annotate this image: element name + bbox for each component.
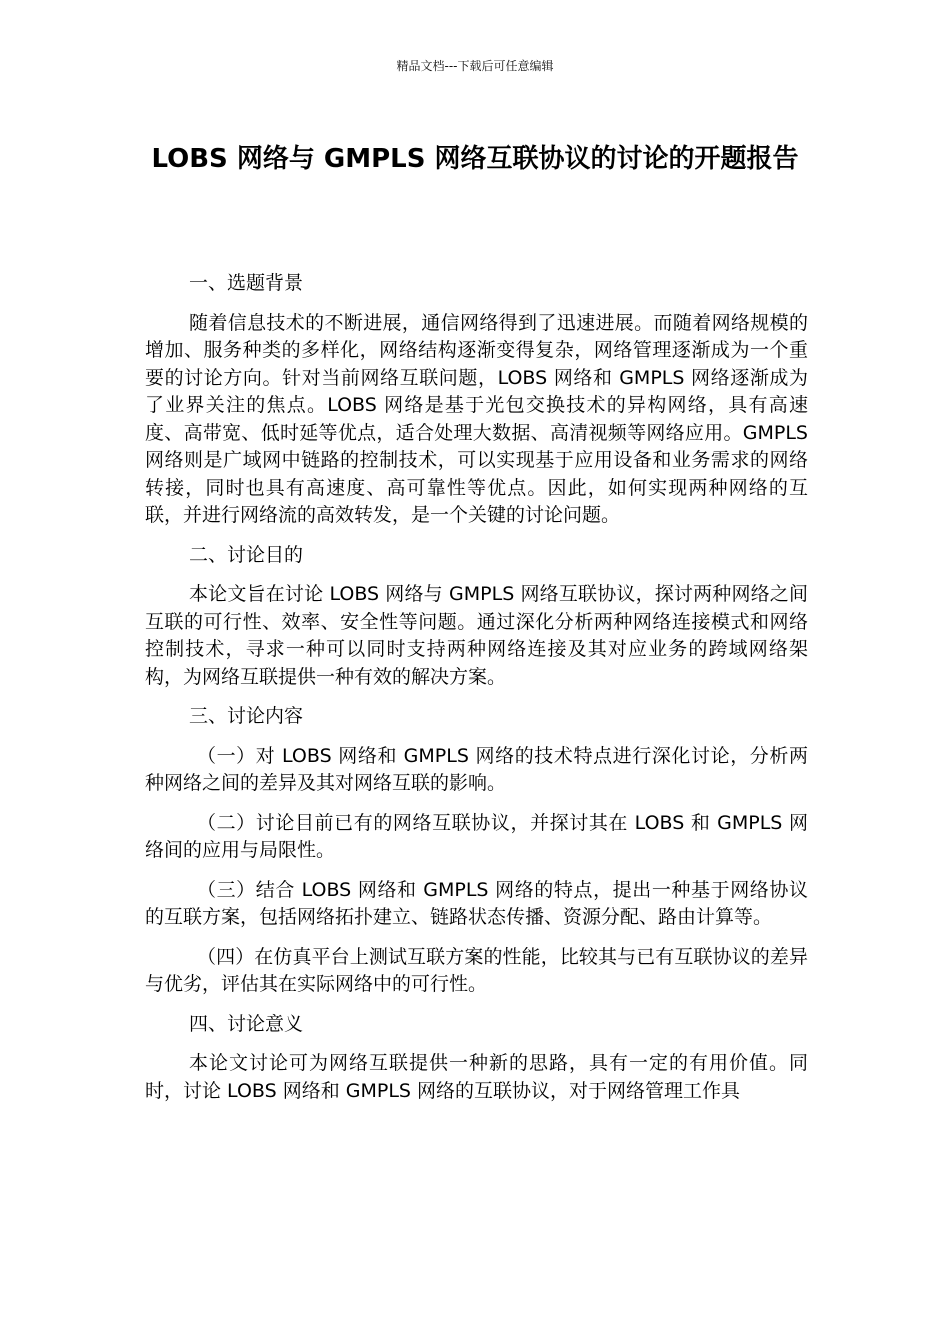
section-heading-significance: 四、讨论意义: [189, 1012, 304, 1035]
content-item-2: （二）讨论目前已有的网络互联协议，并探讨其在 LOBS 和 GMPLS 网络间的应用与局限性。: [145, 811, 808, 861]
paragraph-significance: 本论文讨论可为网络互联提供一种新的思路，具有一定的有用价值。同时，讨论 LOBS 网络和 GMPLS 网络的互联协议，对于网络管理工作具: [145, 1052, 808, 1102]
document-title: LOBS 网络与 GMPLS 网络互联协议的讨论的开题报告: [151, 144, 799, 174]
section-heading-purpose: 二、讨论目的: [189, 543, 304, 566]
content-item-3: （三）结合 LOBS 网络和 GMPLS 网络的特点，提出一种基于网络协议的互联方案，包括网络拓扑建立、链路状态传播、资源分配、路由计算等。: [145, 878, 808, 928]
content-item-4: （四）在仿真平台上测试互联方案的性能，比较其与已有互联协议的差异与优劣，评估其在实际网络中的可行性。: [145, 945, 808, 995]
document-body: [145, 270, 808, 1117]
header-note: 精品文档---下载后可任意编辑: [396, 59, 554, 73]
paragraph-purpose: 本论文旨在讨论 LOBS 网络与 GMPLS 网络互联协议，探讨两种网络之间互联的可行性、效率、安全性等问题。通过深化分析两种网络连接模式和网络控制技术，寻求一种可以同时支持两种网络连接及其对应业务的跨域网络架构，为网络互联提供一种有效的解决方案。: [145, 583, 808, 688]
content-item-1: （一）对 LOBS 网络和 GMPLS 网络的技术特点进行深化讨论，分析两种网络之间的差异及其对网络互联的影响。: [145, 744, 808, 794]
section-heading-background: 一、选题背景: [189, 272, 304, 294]
paragraph-background: 随着信息技术的不断进展，通信网络得到了迅速进展。而随着网络规模的增加、服务种类的多样化，网络结构逐渐变得复杂，网络管理逐渐成为一个重要的讨论方向。针对当前网络互联问题，LOBS 网络和 GMPLS 网络逐渐成为了业界关注的焦点。LOBS 网络是基于光包交换技术的异构网络，具有高速度、高带宽、低时延等优点，适合处理大数据、高清视频等网络应用。GMPLS 网络则是广域网中链路的控制技术，可以实现基于应用设备和业务需求的网络转接，同时也具有高速度、高可靠性等优点。因此，如何实现两种网络的互联，并进行网络流的高效转发，是一个关键的讨论问题。: [145, 311, 808, 526]
section-heading-content: 三、讨论内容: [189, 705, 304, 727]
